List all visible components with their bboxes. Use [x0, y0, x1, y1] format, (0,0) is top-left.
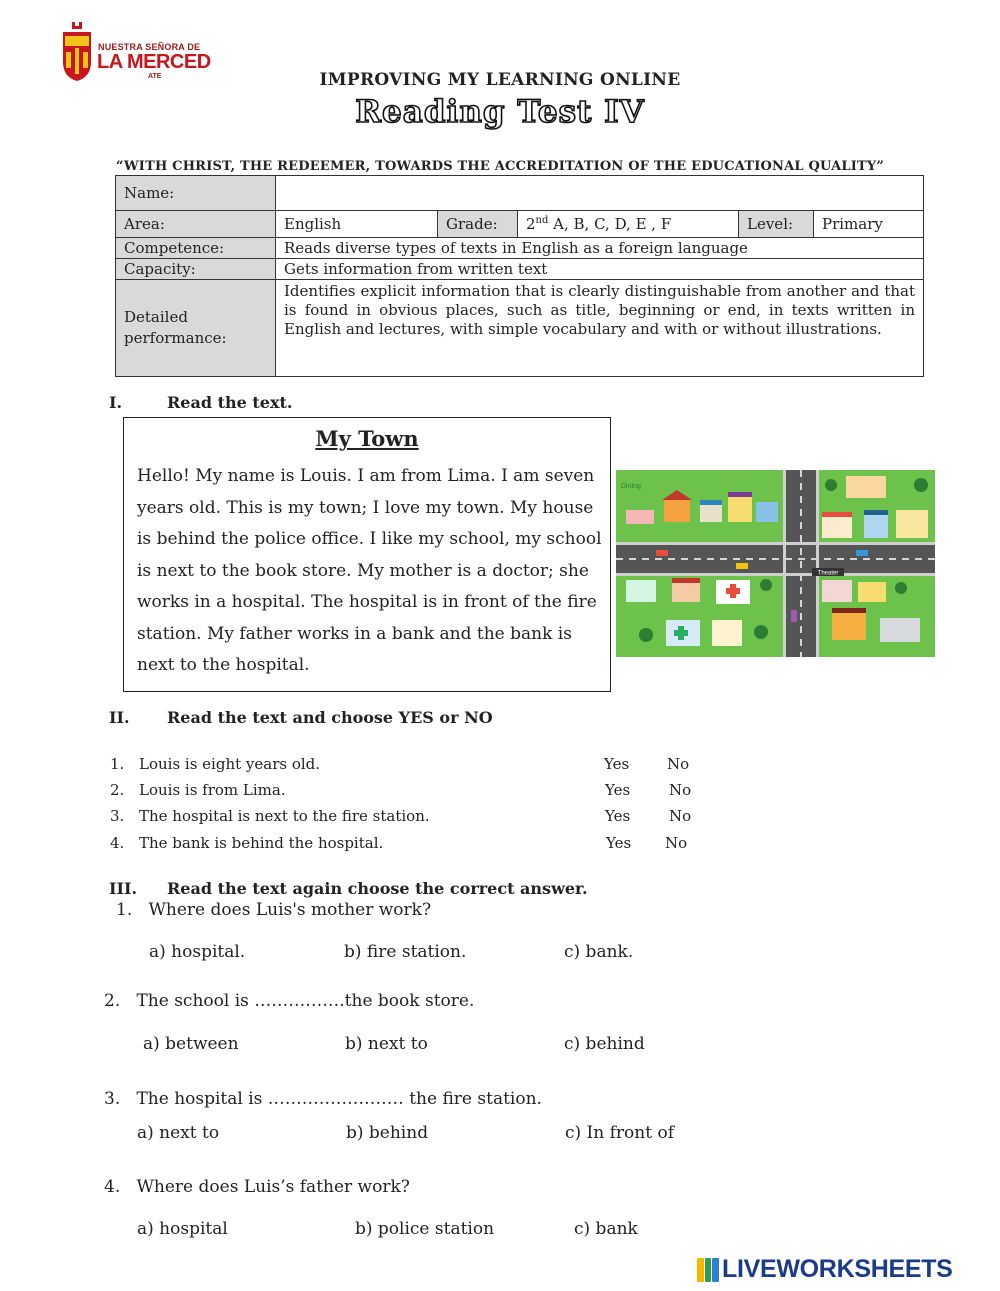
question-text: The school is …………….the book store.	[136, 991, 475, 1011]
logo-line2: LA MERCED	[97, 51, 211, 73]
area-label: Area:	[116, 211, 276, 238]
answer-option-b[interactable]: b) next to	[345, 1034, 428, 1054]
question-2	[104, 991, 474, 1011]
item-text: Louis is eight years old.	[139, 755, 321, 773]
competence-row	[116, 238, 924, 259]
area-row	[116, 211, 924, 238]
logo-line1: NUESTRA SEÑORA DE	[98, 42, 201, 52]
grade-number: 2	[526, 215, 536, 233]
answer-option-c[interactable]: c) In front of	[565, 1123, 674, 1143]
section-1-title: Read the text.	[167, 393, 293, 412]
name-field[interactable]	[276, 176, 924, 211]
answer-option-b[interactable]: b) behind	[346, 1123, 429, 1143]
question-text: The hospital is …………………… the fire station.	[136, 1089, 542, 1109]
answer-option-c[interactable]: c) behind	[564, 1034, 645, 1054]
section-3-number: III.	[109, 879, 138, 898]
detailed-row	[116, 280, 924, 377]
detailed-label: Detailed performance:	[116, 280, 276, 377]
question-1	[116, 900, 431, 920]
name-row	[116, 176, 924, 211]
item-number: 4.	[110, 834, 125, 852]
map-corner-label: Dining	[621, 483, 641, 490]
reading-box	[123, 417, 611, 692]
grade-sections: A, B, C, D, E , F	[548, 215, 672, 233]
yes-option[interactable]: Yes	[605, 781, 631, 799]
answer-option-c[interactable]: c) bank.	[564, 942, 634, 962]
section-2-title: Read the text and choose YES or NO	[167, 708, 493, 727]
section-3-heading	[109, 879, 588, 898]
item-number: 2.	[110, 781, 125, 799]
capacity-label: Capacity:	[116, 259, 276, 280]
no-option[interactable]: No	[665, 834, 688, 852]
answer-option-b[interactable]: b) fire station.	[344, 942, 467, 962]
yes-no-item	[110, 755, 710, 775]
question-text: Where does Luis's mother work?	[148, 900, 432, 920]
competence-label: Competence:	[116, 238, 276, 259]
item-text: The hospital is next to the fire station.	[139, 807, 430, 825]
question-number: 4.	[104, 1177, 121, 1197]
liveworksheets-wordmark: LIVEWORKSHEETS	[722, 1255, 953, 1283]
item-text: The bank is behind the hospital.	[139, 834, 384, 852]
yes-option[interactable]: Yes	[604, 755, 630, 773]
capacity-row	[116, 259, 924, 280]
answer-option-a[interactable]: a) hospital	[137, 1219, 228, 1239]
yes-no-item	[110, 807, 710, 827]
reading-title: My Town	[315, 426, 419, 451]
theater-sign: Theater	[817, 570, 839, 577]
test-title: Reading Test IV	[355, 94, 645, 130]
question-4	[104, 1177, 410, 1197]
motto: “WITH CHRIST, THE REDEEMER, TOWARDS THE ACCREDITATION OF THE EDUCATIONAL QUALITY”	[115, 159, 885, 174]
question-text: Where does Luis’s father work?	[136, 1177, 410, 1197]
page-heading: IMPROVING MY LEARNING ONLINE	[319, 70, 681, 90]
question-number: 1.	[116, 900, 133, 920]
item-number: 3.	[110, 807, 125, 825]
section-2-heading	[109, 708, 493, 727]
no-option[interactable]: No	[667, 755, 690, 773]
question-number: 2.	[104, 991, 121, 1011]
answer-option-b[interactable]: b) police station	[355, 1219, 495, 1239]
answer-option-a[interactable]: a) hospital.	[149, 942, 246, 962]
yes-option[interactable]: Yes	[605, 807, 631, 825]
level-value: Primary	[814, 211, 924, 238]
no-option[interactable]: No	[669, 807, 692, 825]
section-2-number: II.	[109, 708, 130, 727]
answer-option-a[interactable]: a) next to	[137, 1123, 220, 1143]
answer-option-c[interactable]: c) bank	[574, 1219, 638, 1239]
name-label: Name:	[116, 176, 276, 211]
yes-option[interactable]: Yes	[606, 834, 632, 852]
answer-option-a[interactable]: a) between	[143, 1034, 239, 1054]
reading-text: Hello! My name is Louis. I am from Lima. I am seven years old. This is my town; I love my town. My house is behind the police office. I like my school, my school is next to the book store. My mother is a doctor; she works in a hospital. The hospital is in front of the fire station. My father works in a bank and the bank is next to the hospital.	[137, 466, 602, 675]
yes-no-item	[110, 781, 710, 801]
grade-label: Grade:	[438, 211, 518, 238]
logo-line3: ATE	[148, 73, 162, 80]
yes-no-item	[110, 834, 710, 854]
section-1-heading	[109, 393, 292, 412]
town-map-illustration	[616, 470, 935, 657]
area-value: English	[276, 211, 438, 238]
liveworksheets-logo	[697, 1257, 993, 1283]
section-1-number: I.	[109, 393, 123, 412]
grade-suffix: nd	[535, 215, 549, 226]
no-option[interactable]: No	[669, 781, 692, 799]
info-table	[115, 175, 924, 377]
section-3-title: Read the text again choose the correct answer.	[167, 879, 588, 898]
question-3	[104, 1089, 542, 1109]
capacity-value: Gets information from written text	[276, 259, 924, 280]
competence-value: Reads diverse types of texts in English as a foreign language	[276, 238, 924, 259]
item-number: 1.	[110, 755, 125, 773]
level-label: Level:	[739, 211, 814, 238]
item-text: Louis is from Lima.	[139, 781, 286, 799]
question-number: 3.	[104, 1089, 121, 1109]
liveworksheets-badge-icon	[697, 1258, 719, 1282]
detailed-value: Identifies explicit information that is clearly distinguishable from another and that is found in obvious places, such as title, beginning or end, in texts written in English and lectures, with simple vocabulary and with or without illustrations.	[276, 280, 924, 377]
grade-value	[518, 211, 739, 238]
